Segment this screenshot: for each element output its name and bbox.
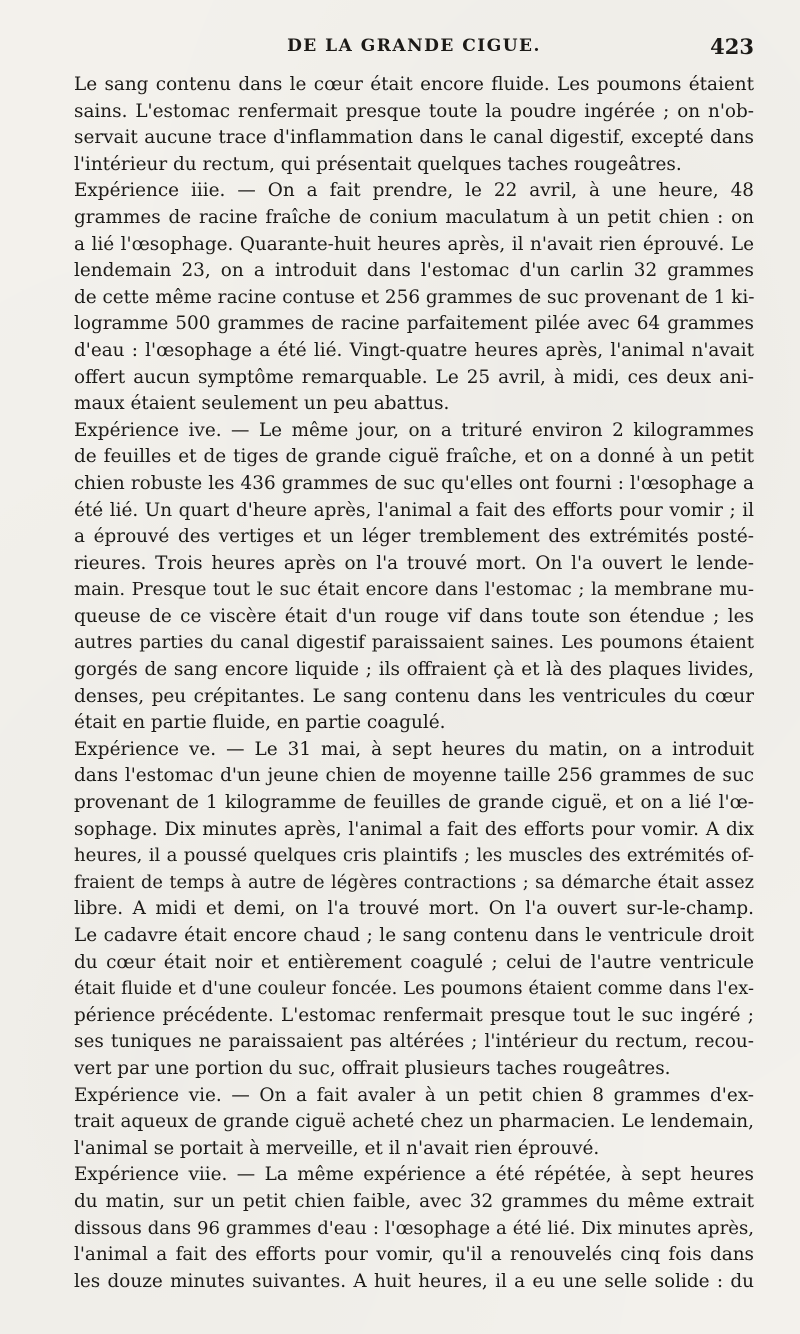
text-line: du matin, sur un petit chien faible, avec 32 grammes du même extrait <box>74 1190 754 1212</box>
text-line: a lié l'œsophage. Quarante-huit heures après, il n'avait rien éprouvé. Le <box>74 233 754 255</box>
running-head <box>74 34 754 62</box>
text-line: Le sang contenu dans le cœur était encore fluide. Les poumons étaient <box>74 74 754 95</box>
text-line: sains. L'estomac renfermait presque toute la poudre ingérée ; on n'ob- <box>74 100 754 122</box>
page-number: 423 <box>710 34 754 59</box>
text-line: servait aucune trace d'inflammation dans le canal digestif, excepté dans <box>74 127 754 149</box>
text-line: était fluide et d'une couleur foncée. Les poumons étaient comme dans l'ex- <box>74 978 754 1000</box>
text-line: gorgés de sang encore liquide ; ils offraient çà et là des plaques livides, <box>74 659 754 681</box>
text-line: rieures. Trois heures après on l'a trouvé mort. On l'a ouvert le lende- <box>74 552 754 574</box>
text-line: Expérience ve. — Le 31 mai, à sept heures du matin, on a introduit <box>74 738 754 760</box>
body-text <box>74 72 754 1295</box>
text-line: périence précédente. L'estomac renfermait presque tout le suc ingéré ; <box>74 1004 754 1026</box>
text-line: ses tuniques ne paraissaient pas altérées ; l'intérieur du rectum, recou- <box>74 1031 754 1053</box>
text-line: autres parties du canal digestif paraissaient saines. Les poumons étaient <box>74 632 754 654</box>
text-line: trait aqueux de grande ciguë acheté chez un pharmacien. Le lendemain, <box>74 1111 754 1133</box>
text-line: logramme 500 grammes de racine parfaitement pilée avec 64 grammes <box>74 313 754 335</box>
text-line: grammes de racine fraîche de conium maculatum à un petit chien : on <box>74 206 754 228</box>
text-line: de cette même racine contuse et 256 grammes de suc provenant de 1 ki- <box>74 286 754 308</box>
text-line: Le cadavre était encore chaud ; le sang contenu dans le ventricule droit <box>74 925 754 946</box>
text-line: heures, il a poussé quelques cris plaintifs ; les muscles des extrémités of- <box>74 845 754 867</box>
text-line: vert par une portion du suc, offrait plusieurs taches rougeâtres. <box>74 1057 671 1079</box>
text-line: fraient de temps à autre de légères contractions ; sa démarche était assez <box>74 871 754 893</box>
text-line: Expérience vie. — On a fait avaler à un petit chien 8 grammes d'ex- <box>74 1084 754 1106</box>
text-line: été lié. Un quart d'heure après, l'animal a fait des efforts pour vomir ; il <box>74 499 754 521</box>
text-line: Expérience viie. — La même expérience a été répétée, à sept heures <box>74 1164 754 1186</box>
text-line: libre. A midi et demi, on l'a trouvé mort. On l'a ouvert sur-le-champ. <box>74 898 754 920</box>
text-line: l'animal a fait des efforts pour vomir, qu'il a renouvelés cinq fois dans <box>74 1244 754 1266</box>
text-line: sophage. Dix minutes après, l'animal a fait des efforts pour vomir. A dix <box>74 818 754 840</box>
text-line: queuse de ce viscère était d'un rouge vif dans toute son étendue ; les <box>74 605 754 627</box>
text-line: denses, peu crépitantes. Le sang contenu dans les ventricules du cœur <box>74 685 754 707</box>
text-line: provenant de 1 kilogramme de feuilles de grande ciguë, et on a lié l'œ- <box>74 792 754 814</box>
text-line: lendemain 23, on a introduit dans l'estomac d'un carlin 32 grammes <box>74 260 754 282</box>
text-line: main. Presque tout le suc était encore dans l'estomac ; la membrane mu- <box>74 579 754 601</box>
text-line: était en partie fluide, en partie coagulé. <box>74 712 446 734</box>
text-line: chien robuste les 436 grammes de suc qu'elles ont fourni : l'œsophage a <box>74 472 754 494</box>
text-line: les douze minutes suivantes. A huit heures, il a eu une selle solide : du <box>74 1270 754 1292</box>
text-line: dissous dans 96 grammes d'eau : l'œsophage a été lié. Dix minutes après, <box>74 1217 754 1239</box>
text-line: Expérience ive. — Le même jour, on a trituré environ 2 kilogrammes <box>74 419 754 441</box>
running-title: DE LA GRANDE CIGUE. <box>287 36 541 56</box>
text-line: offert aucun symptôme remarquable. Le 25 avril, à midi, ces deux ani- <box>74 366 754 388</box>
text-line: Expérience iiie. — On a fait prendre, le 22 avril, à une heure, 48 <box>74 180 754 202</box>
text-line: l'intérieur du rectum, qui présentait quelques taches rougeâtres. <box>74 153 682 175</box>
text-line: l'animal se portait à merveille, et il n'avait rien éprouvé. <box>74 1137 600 1159</box>
text-line: du cœur était noir et entièrement coagulé ; celui de l'autre ventricule <box>74 951 754 973</box>
text-line: de feuilles et de tiges de grande ciguë fraîche, et on a donné à un petit <box>74 446 754 468</box>
text-line: d'eau : l'œsophage a été lié. Vingt-quatre heures après, l'animal n'avait <box>74 339 754 361</box>
text-line: dans l'estomac d'un jeune chien de moyenne taille 256 grammes de suc <box>74 765 754 787</box>
text-line: maux étaient seulement un peu abattus. <box>74 393 450 415</box>
text-line: a éprouvé des vertiges et un léger tremblement des extrémités posté- <box>74 526 754 548</box>
